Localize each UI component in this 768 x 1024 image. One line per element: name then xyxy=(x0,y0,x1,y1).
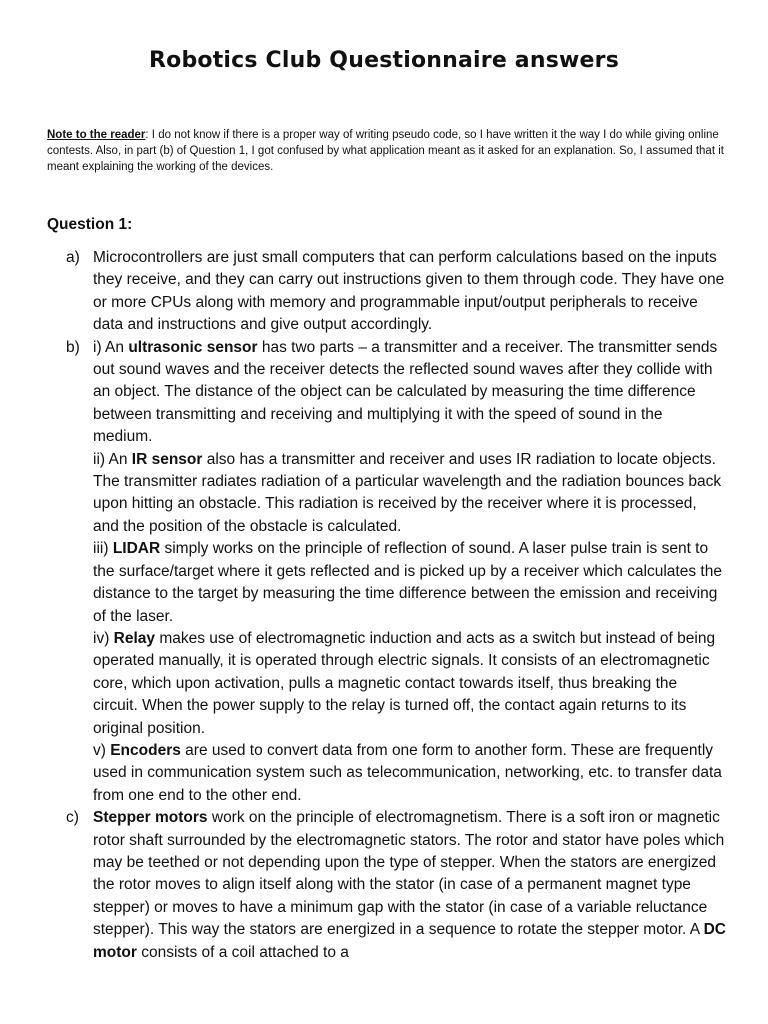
question-1-heading: Question 1: xyxy=(47,216,133,233)
para-body: simply works on the principle of reflection of sound. A laser pulse train is sent to the surface/target where it gets reflected and is picked up by a receiver which calculates the distance to the target by measuring the time difference between the emission and receiving of the laser. xyxy=(93,540,722,625)
ir-sensor-paragraph xyxy=(93,449,726,539)
para-body: work on the principle of electromagnetism. There is a soft iron or magnetic rotor shaft surrounded by the electromagnetic stators. The rotor and stator have poles which may be teethed or not depending upon the type of stepper. When the stators are energized the rotor moves to align itself along with the stator (in case of a permanent magnet type stepper) or moves to have a minimum gap with the stator (in case of a variable reluctance stepper). This way the stators are energized in a sequence to rotate the stepper motor. A xyxy=(93,809,725,939)
para-prefix: ii) An xyxy=(93,450,132,468)
answer-b xyxy=(66,337,726,808)
term-encoders: Encoders xyxy=(110,741,181,759)
para-prefix: iii) xyxy=(93,540,113,558)
note-to-reader xyxy=(47,127,727,175)
para-body: makes use of electromagnetic induction and acts as a switch but instead of being operated manually, it is operated through electric signals. It consists of an electromagnetic core, which upon activation, pulls a magnetic contact towards itself, thus breaking the circuit. When the power supply to the relay is turned off, the contact again returns to its original position. xyxy=(93,629,716,737)
note-label: Note to the reader xyxy=(47,129,146,141)
para-body: are used to convert data from one form to another form. These are frequently used in communication system such as telecommunication, networking, etc. to transfer data from one end to the other end. xyxy=(93,741,722,804)
para-prefix: v) xyxy=(93,741,111,759)
answer-a-text: Microcontrollers are just small computers that can perform calculations based on the inputs they receive, and they can carry out instructions given to them through code. They have one or more CPUs along with memory and programmable input/output peripherals to receive data and instructions and give output accordingly. xyxy=(93,249,725,334)
answer-b-marker: b) xyxy=(66,338,80,356)
answer-c-marker: c) xyxy=(66,809,79,827)
term-ultrasonic-sensor: ultrasonic sensor xyxy=(128,338,258,356)
document-title: Robotics Club Questionnaire answers xyxy=(148,48,619,73)
term-stepper-motors: Stepper motors xyxy=(93,809,208,827)
para-prefix: i) An xyxy=(93,338,129,356)
relay-paragraph xyxy=(93,628,726,740)
answer-a-marker: a) xyxy=(66,249,80,266)
lidar-paragraph xyxy=(93,538,726,628)
ultrasonic-sensor-paragraph xyxy=(93,337,726,449)
motors-paragraph xyxy=(93,807,726,964)
note-text: : I do not know if there is a proper way of writing pseudo code, so I have written it the way I do while giving online contests. Also, in part (b) of Question 1, I got confused by what application meant as it asked for an explanation. So, I assumed that it meant explaining the working of the devices. xyxy=(47,129,724,173)
para-prefix: iv) xyxy=(93,629,114,647)
encoders-paragraph xyxy=(93,740,726,807)
term-dc-motor: DC motor xyxy=(93,921,726,961)
para-body-end: consists of a coil attached to a xyxy=(136,943,349,961)
term-relay: Relay xyxy=(113,629,156,647)
answer-list xyxy=(66,247,726,964)
term-ir-sensor: IR sensor xyxy=(131,450,203,468)
term-lidar: LIDAR xyxy=(112,540,161,558)
para-body: also has a transmitter and receiver and uses IR radiation to locate objects. The transmitter radiates radiation of a particular wavelength and the radiation bounces back upon hitting an obstacle. This radiation is received by the receiver where it is processed, and the position of the obstacle is calculated. xyxy=(93,450,722,535)
para-body: has two parts – a transmitter and a receiver. The transmitter sends out sound waves and the receiver detects the reflected sound waves after they collide with an object. The distance of the object can be calculated by measuring the time difference between transmitting and receiving and multiplying it with the speed of sound in the medium. xyxy=(93,338,718,446)
answer-a xyxy=(66,247,726,337)
answer-c xyxy=(66,807,726,964)
